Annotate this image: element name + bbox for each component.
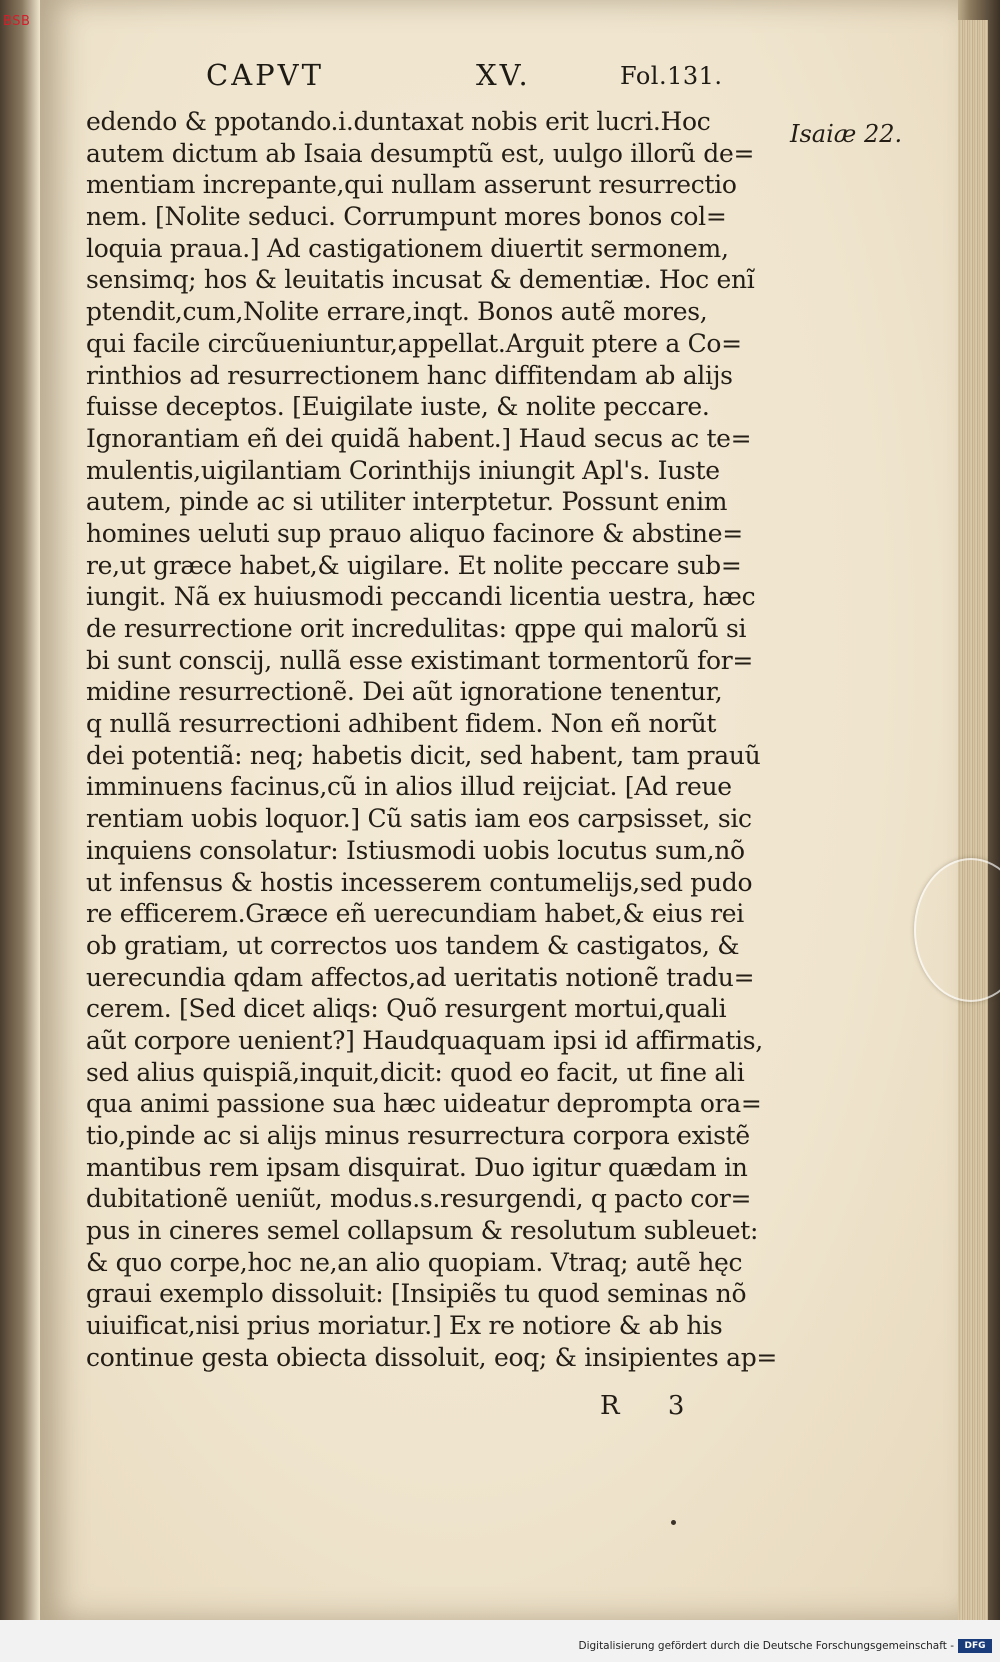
running-head-title: CAPVT: [206, 58, 324, 92]
text-line: tio,pinde ac si alijs minus resurrectura corpora existẽ: [86, 1121, 750, 1150]
text-line: de resurrectione orit incredulitas: qppe qui malorũ si: [86, 614, 747, 643]
dfg-logo: DFG: [958, 1639, 992, 1653]
text-line: q nullã resurrectioni adhibent fidem. Non eñ norũt: [86, 709, 717, 739]
text-line: loquia praua.] Ad castigationem diuertit sermonem,: [86, 233, 729, 263]
text-line: pus in cineres semel collapsum & resolutum subleuet:: [86, 1216, 759, 1246]
text-line: nem. [Nolite seduci. Corrumpunt mores bonos col=: [86, 202, 727, 232]
text-line: midine resurrectionẽ. Dei aũt ignoratione tenentur,: [86, 677, 723, 707]
text-line: sensimq; hos & leuitatis incusat & dementiæ. Hoc enĩ: [86, 265, 755, 295]
signature-mark: R 3: [600, 1391, 705, 1421]
text-line: inquiens consolatur: Istiusmodi uobis locutus sum,nõ: [86, 835, 745, 865]
text-line: ob gratiam, ut correctos uos tandem & castigatos, &: [86, 930, 740, 960]
text-line: ut infensus & hostis incesserem contumelijs,sed pudo: [86, 867, 753, 897]
text-line: uiuificat,nisi prius moriatur.] Ex re notiore & ab his: [86, 1311, 723, 1341]
text-line: dei potentiã: neq; habetis dicit, sed habent, tam prauũ: [86, 740, 761, 770]
running-head: [206, 58, 746, 98]
text-line: imminuens facinus,cũ in alios illud reijciat. [Ad reue: [86, 772, 732, 802]
text-line: qua animi passione sua hæc uideatur deprompta ora=: [86, 1089, 762, 1119]
text-line: ptendit,cum,Nolite errare,inqt. Bonos autẽ mores,: [86, 297, 708, 327]
text-line: bi sunt conscij, nullã esse existimant tormentorũ for=: [86, 645, 754, 675]
text-line: rinthios ad resurrectionem hanc diffitendam ab alijs: [86, 360, 733, 390]
text-line: aũt corpore uenient?] Haudquaquam ipsi id affirmatis,: [86, 1025, 763, 1055]
text-line: re efficerem.Græce eñ uerecundiam habet,& eius rei: [86, 899, 744, 929]
funding-credit: Digitalisierung gefördert durch die Deutsche Forschungsgemeinschaft -: [578, 1640, 954, 1652]
text-line: rentiam uobis loquor.] Cũ satis iam eos carpsisset, sic: [86, 804, 752, 834]
text-line: re,ut græce habet,& uigilare. Et nolite peccare sub=: [86, 550, 742, 580]
text-line: fuisse deceptos. [Euigilate iuste, & nolite peccare.: [86, 392, 710, 422]
text-line: dubitationẽ ueniũt, modus.s.resurgendi, q pacto cor=: [86, 1184, 752, 1214]
library-mark: BSB: [3, 14, 31, 29]
text-line: autem dictum ab Isaia desumptũ est, uulgo illorũ de=: [86, 138, 755, 168]
text-line: mantibus rem ipsam disquirat. Duo igitur quædam in: [86, 1152, 748, 1182]
text-line: uerecundia qdam affectos,ad ueritatis notionẽ tradu=: [86, 962, 755, 992]
running-head-folio: Fol.131.: [620, 62, 723, 90]
text-line: homines ueluti sup prauo aliquo facinore & abstine=: [86, 518, 743, 548]
text-line: autem, pinde ac si utiliter interptetur. Possunt enim: [86, 487, 728, 517]
text-line: qui facile circũueniuntur,appellat.Arguit ptere a Co=: [86, 328, 742, 358]
ink-spot: [671, 1520, 676, 1525]
text-line: mentiam increpante,qui nullam asserunt resurrectio: [86, 170, 737, 200]
text-line: continue gesta obiecta dissoluit, eoq; & insipientes ap=: [86, 1342, 778, 1372]
marginal-note: Isaiæ 22.: [790, 120, 903, 148]
body-text: [86, 106, 780, 1374]
text-line: sed alius quispiã,inquit,dicit: quod eo facit, ut fine ali: [86, 1057, 745, 1087]
text-line: & quo corpe,hoc ne,an alio quopiam. Vtraq; autẽ hęc: [86, 1247, 743, 1277]
text-line: edendo & ppotando.i.duntaxat nobis erit lucri.Hoc: [86, 107, 711, 136]
text-line: iungit. Nã ex huiusmodi peccandi licentia uestra, hæc: [86, 582, 756, 612]
text-line: Ignorantiam eñ dei quidã habent.] Haud secus ac te=: [86, 423, 752, 453]
text-line: cerem. [Sed dicet aliqs: Quõ resurgent mortui,quali: [86, 994, 727, 1024]
text-line: mulentis,uigilantiam Corinthijs iniungit Apl's. Iuste: [86, 455, 720, 485]
text-line: graui exemplo dissoluit: [Insipiẽs tu quod seminas nõ: [86, 1279, 747, 1309]
page-edges: [958, 20, 988, 1620]
running-head-chapter: XV.: [476, 58, 531, 92]
